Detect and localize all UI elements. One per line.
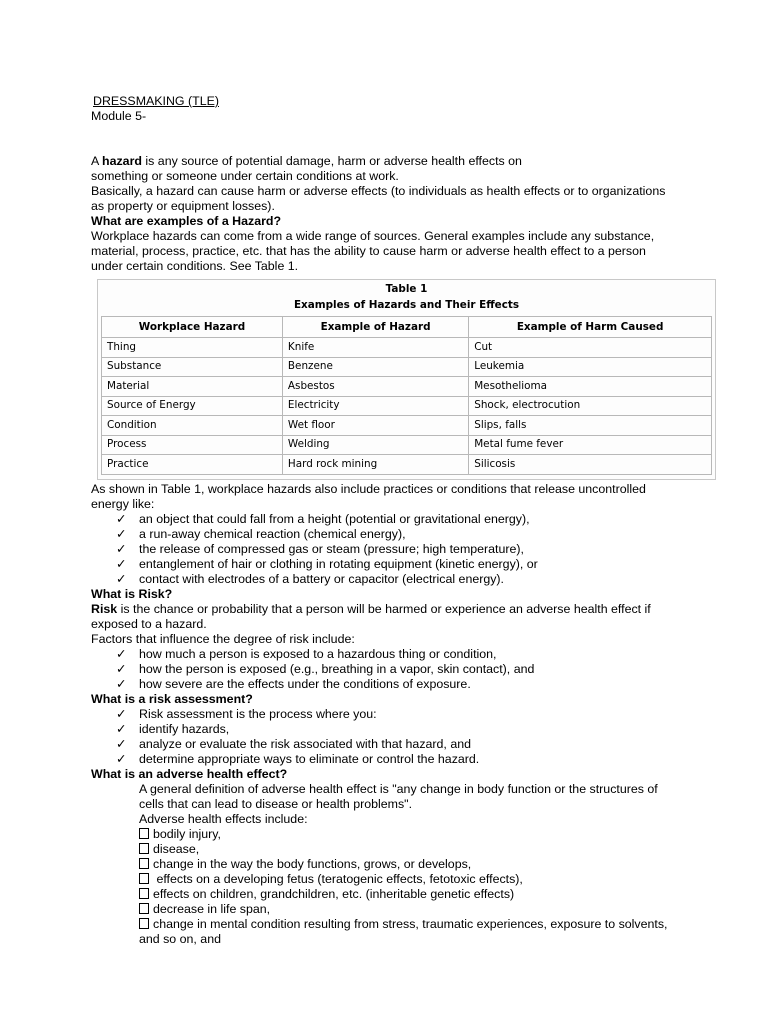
check-icon: ✓: [116, 556, 127, 571]
energy-list: [91, 512, 681, 587]
list-item: ✓ Risk assessment is the process where you:: [116, 706, 377, 721]
hazard-table-image: [97, 279, 716, 480]
list-item: ✓ identify hazards,: [116, 721, 230, 736]
table-cell: Shock, electrocution: [469, 396, 712, 416]
list-item: ✓ how the person is exposed (e.g., breathing in a vapor, skin contact), and: [116, 661, 535, 676]
table-cell: Silicosis: [469, 455, 712, 475]
table-cell: Material: [102, 377, 283, 397]
table-cell: Wet floor: [282, 416, 468, 436]
list-item: ✓ analyze or evaluate the risk associated with that hazard, and: [116, 736, 471, 751]
table-cell: Condition: [102, 416, 283, 436]
adverse-definition-line-1: A general definition of adverse health effect is "any change in body function or the structures of: [139, 781, 658, 796]
table-cell: Electricity: [282, 396, 468, 416]
hazard-definition-line-2: something or someone under certain conditions at work.: [91, 169, 399, 183]
check-icon: ✓: [116, 571, 127, 586]
table-row: [102, 396, 712, 416]
table-cell: Thing: [102, 338, 283, 358]
check-icon: ✓: [116, 526, 127, 541]
table-header-cell: Example of Hazard: [282, 317, 468, 338]
table-cell: Metal fume fever: [469, 435, 712, 455]
list-item: ✓ a run-away chemical reaction (chemical energy),: [116, 526, 406, 541]
heading-hazard-examples: What are examples of a Hazard?: [91, 214, 282, 228]
document-title: DRESSMAKING (TLE): [93, 94, 219, 108]
check-icon: ✓: [116, 706, 127, 721]
risk-definition-line-1: Risk is the chance or probability that a person will be harmed or experience an adverse health effect if: [91, 601, 651, 616]
risk-assessment-list: [91, 707, 681, 767]
adverse-effects-intro: Adverse health effects include:: [139, 811, 308, 826]
examples-line-1: Workplace hazards can come from a wide range of sources. General examples include any substance,: [91, 229, 655, 243]
risk-definition-line-2: exposed to a hazard.: [91, 616, 207, 631]
bullet-box-icon: [139, 843, 149, 854]
examples-line-2: material, process, practice, etc. that has the ability to cause harm or adverse health effect to a person: [91, 244, 646, 258]
table-cell: Process: [102, 435, 283, 455]
table-cell: Knife: [282, 338, 468, 358]
table-label: Table 1: [385, 283, 428, 295]
list-item: ✓ how severe are the effects under the conditions of exposure.: [116, 676, 471, 691]
document-page: [91, 94, 681, 947]
list-item: effects on a developing fetus (teratogenic effects, fetotoxic effects),: [139, 872, 681, 887]
hazard-definition-line-1: A hazard is any source of potential damage, harm or adverse health effects on: [91, 154, 522, 168]
table-row: [102, 338, 712, 358]
check-icon: ✓: [116, 511, 127, 526]
bullet-box-icon: [139, 888, 149, 899]
module-label: Module 5-: [91, 109, 147, 123]
list-item: ✓ the release of compressed gas or steam (pressure; high temperature),: [116, 541, 524, 556]
table-cell: Source of Energy: [102, 396, 283, 416]
check-icon: ✓: [116, 751, 127, 766]
heading-risk: What is Risk?: [91, 586, 173, 601]
risk-factors-list: [91, 647, 681, 692]
check-icon: ✓: [116, 736, 127, 751]
table-cell: Substance: [102, 357, 283, 377]
list-item: ✓ how much a person is exposed to a hazardous thing or condition,: [116, 646, 497, 661]
table-header-row: [102, 317, 712, 338]
after-table-line-2: energy like:: [91, 496, 155, 511]
table-row: [102, 416, 712, 436]
list-item: ✓ entanglement of hair or clothing in rotating equipment (kinetic energy), or: [116, 556, 538, 571]
after-table-line-1: As shown in Table 1, workplace hazards also include practices or conditions that release uncontrolled: [91, 481, 646, 496]
list-item: ✓ an object that could fall from a height (potential or gravitational energy),: [116, 511, 530, 526]
table-cell: Slips, falls: [469, 416, 712, 436]
table-row: [102, 455, 712, 475]
list-item: change in the way the body functions, grows, or develops,: [139, 857, 681, 872]
adverse-last-line: and so on, and: [139, 931, 221, 946]
table-row: [102, 357, 712, 377]
table-cell: Leukemia: [469, 357, 712, 377]
table-cell: Mesothelioma: [469, 377, 712, 397]
table-cell: Practice: [102, 455, 283, 475]
check-icon: ✓: [116, 646, 127, 661]
table-cell: Cut: [469, 338, 712, 358]
table-header-cell: Example of Harm Caused: [469, 317, 712, 338]
bullet-box-icon: [139, 873, 149, 884]
table-cell: Asbestos: [282, 377, 468, 397]
bullet-box-icon: [139, 918, 149, 929]
bullet-box-icon: [139, 828, 149, 839]
list-item: effects on children, grandchildren, etc. (inheritable genetic effects): [139, 887, 681, 902]
list-item: decrease in life span,: [139, 902, 681, 917]
table-cell: Hard rock mining: [282, 455, 468, 475]
list-item: ✓ determine appropriate ways to eliminate or control the hazard.: [116, 751, 480, 766]
bullet-box-icon: [139, 903, 149, 914]
check-icon: ✓: [116, 661, 127, 676]
risk-term: Risk: [91, 601, 118, 616]
list-item: change in mental condition resulting from stress, traumatic experiences, exposure to solvents,: [139, 917, 681, 932]
heading-adverse-health-effect: What is an adverse health effect?: [91, 766, 288, 781]
check-icon: ✓: [116, 676, 127, 691]
table-cell: Welding: [282, 435, 468, 455]
hazard-table: [101, 316, 712, 475]
adverse-definition-line-2: cells that can lead to disease or health problems".: [139, 796, 413, 811]
table-row: [102, 377, 712, 397]
check-icon: ✓: [116, 721, 127, 736]
table-header-cell: Workplace Hazard: [102, 317, 283, 338]
heading-risk-assessment: What is a risk assessment?: [91, 691, 253, 706]
table-title: Examples of Hazards and Their Effects: [293, 299, 520, 311]
risk-factors-intro: Factors that influence the degree of risk include:: [91, 631, 355, 646]
table-cell: Benzene: [282, 357, 468, 377]
hazard-basics-line-1: Basically, a hazard can cause harm or adverse effects (to individuals as health effects or to organizations: [91, 184, 666, 198]
hazard-basics-line-2: as property or equipment losses).: [91, 199, 275, 213]
list-item: bodily injury,: [139, 827, 681, 842]
hazard-term: hazard: [102, 154, 142, 168]
check-icon: ✓: [116, 541, 127, 556]
adverse-effects-block: [91, 782, 681, 947]
list-item: disease,: [139, 842, 681, 857]
examples-line-3: under certain conditions. See Table 1.: [91, 259, 299, 273]
list-item: ✓ contact with electrodes of a battery or capacitor (electrical energy).: [116, 571, 505, 586]
table-row: [102, 435, 712, 455]
bullet-box-icon: [139, 858, 149, 869]
